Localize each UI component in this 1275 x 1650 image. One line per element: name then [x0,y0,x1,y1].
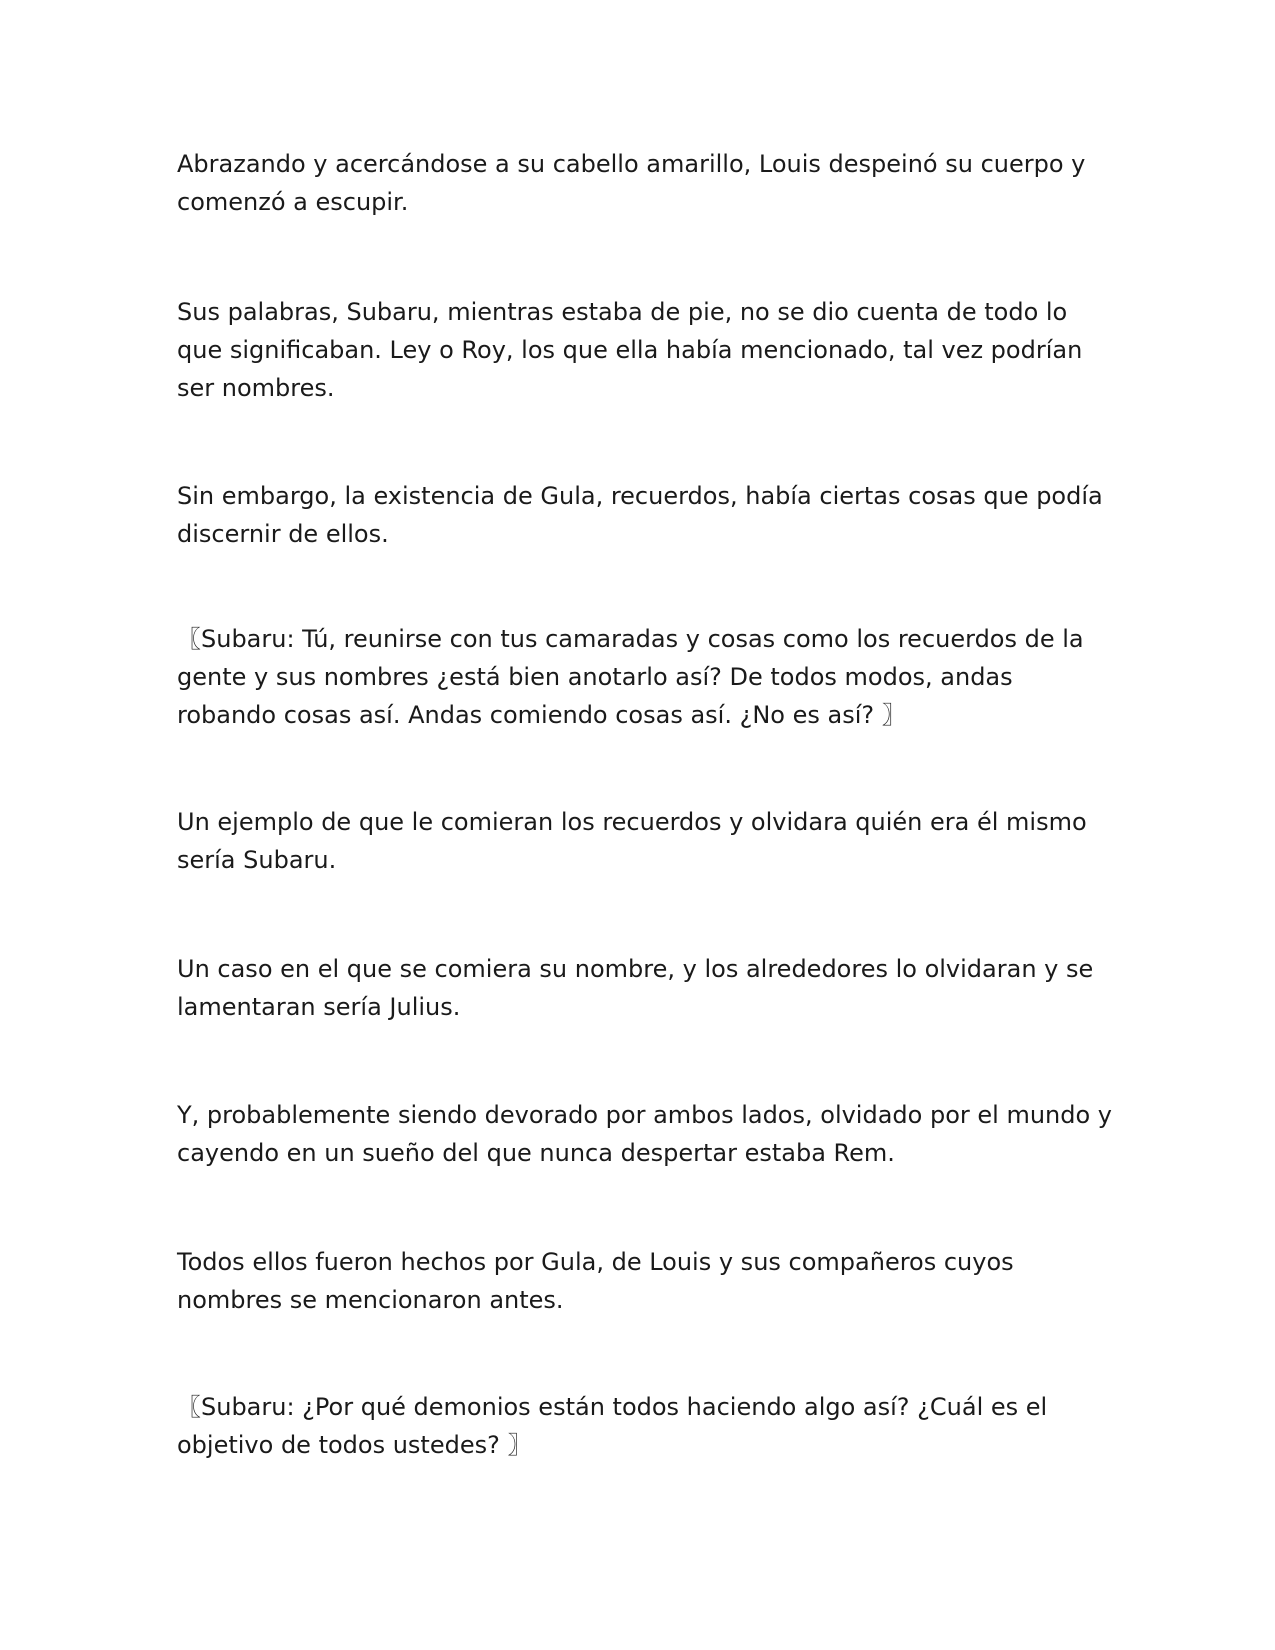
paragraph-1: Abrazando y acercándose a su cabello amarillo, Louis despeinó su cuerpo y comenzó a escupir. [177,150,1086,216]
paragraph-7: Y, probablemente siendo devorado por ambos lados, olvidado por el mundo y cayendo en un sueño del que nunca despertar estaba Rem. [177,1101,1112,1167]
paragraph-6: Un caso en el que se comiera su nombre, y los alrededores lo olvidaran y se lamentaran sería Julius. [177,955,1094,1021]
paragraph-2: Sus palabras, Subaru, mientras estaba de pie, no se dio cuenta de todo lo que significaban. Ley o Roy, los que ella había mencionado, tal vez podrían ser nombres. [177,298,1083,402]
paragraph-4-dialogue: 〖Subaru: Tú, reunirse con tus camaradas y cosas como los recuerdos de la gente y sus nombres ¿está bien anotarlo así? De todos modos, andas robando cosas así. Andas comiendo cosas así. ¿No es así? 〗 [177,625,1084,729]
paragraph-8: Todos ellos fueron hechos por Gula, de Louis y sus compañeros cuyos nombres se mencionaron antes. [177,1248,1014,1314]
paragraph-5: Un ejemplo de que le comieran los recuerdos y olvidara quién era él mismo sería Subaru. [177,808,1087,874]
paragraph-3: Sin embargo, la existencia de Gula, recuerdos, había ciertas cosas que podía discernir de ellos. [177,482,1103,548]
paragraph-9-dialogue: 〖Subaru: ¿Por qué demonios están todos haciendo algo así? ¿Cuál es el objetivo de todos ustedes? 〗 [177,1393,1048,1459]
